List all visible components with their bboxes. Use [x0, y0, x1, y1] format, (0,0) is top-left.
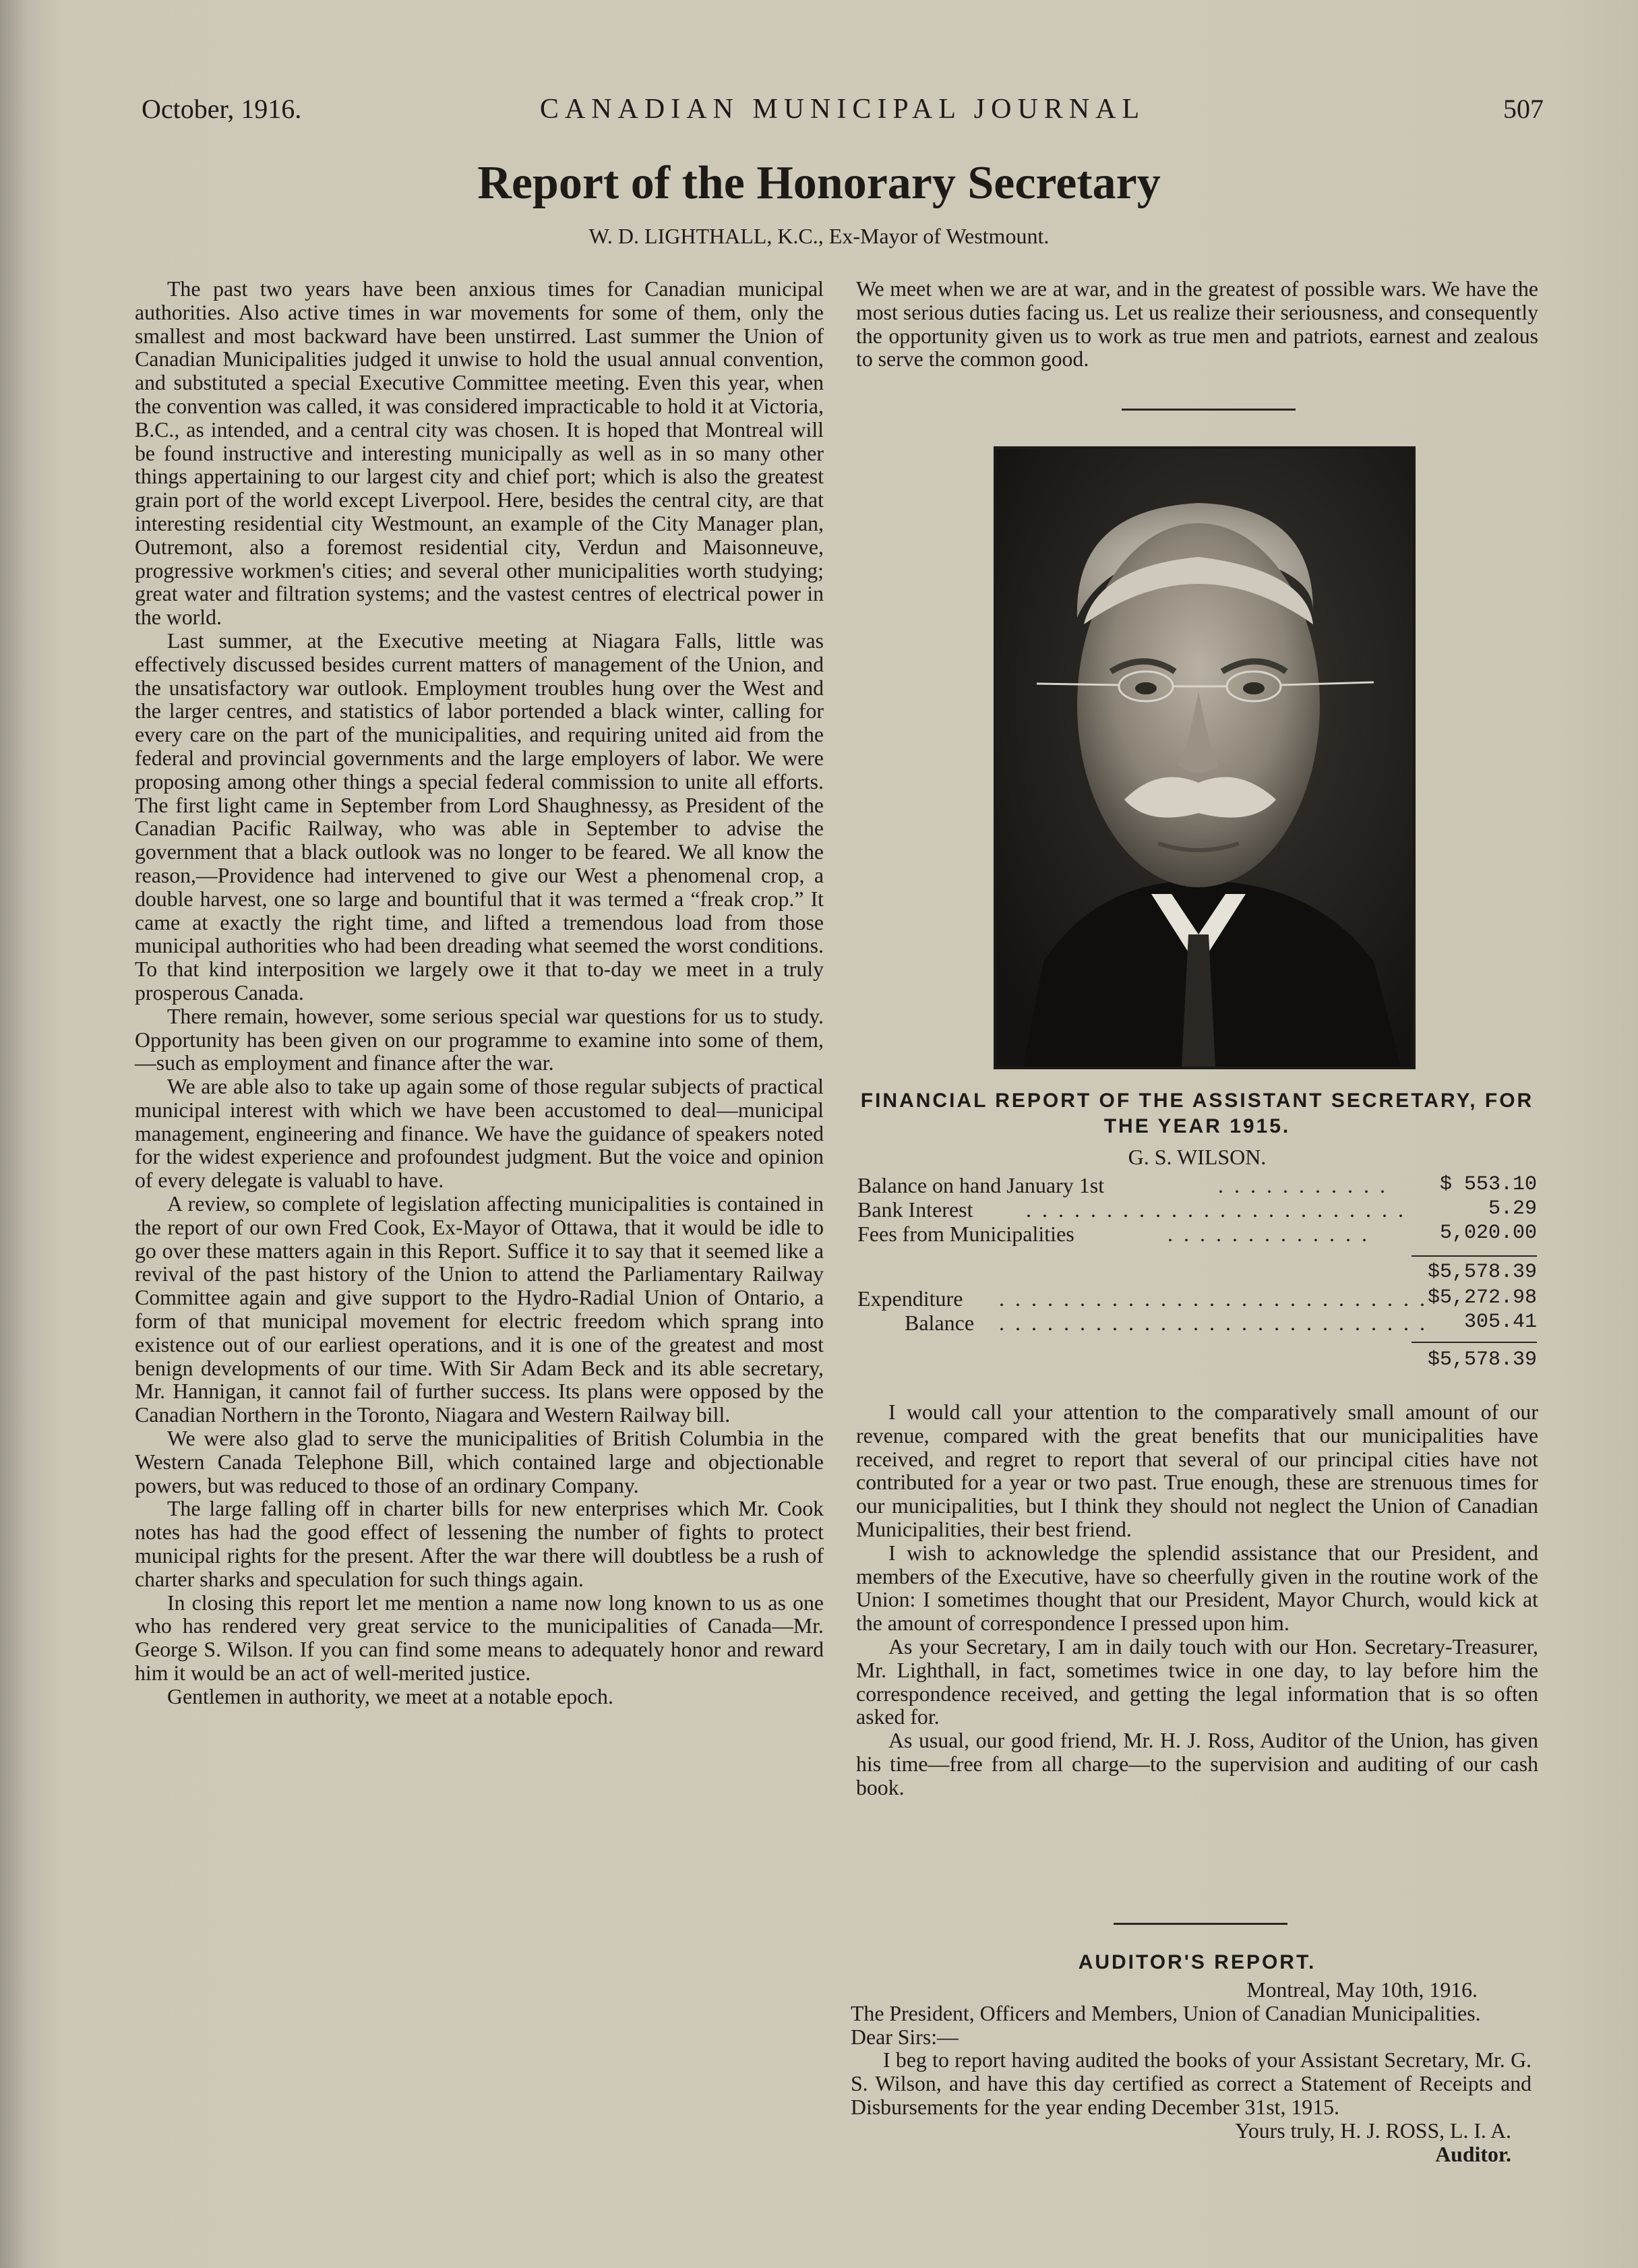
- place-date: Montreal, May 10th, 1916.: [1246, 1978, 1478, 2002]
- page-number: 507: [1503, 94, 1544, 124]
- paragraph: There remain, however, some serious special war questions for us to study. Opportunity has been given on our programme to examine into some of them,—such as employment and finance after the war.: [135, 1004, 824, 1075]
- page-header: [142, 93, 1544, 133]
- paragraph: We meet when we are at war, and in the greatest of possible wars. We have the most serious duties facing us. Let us realize their seriousness, and consequently the opportunity given us to work as true men and patriots, earnest and zealous to serve the common good.: [856, 277, 1538, 371]
- leader-dots: . . . . . . . . . . . . .: [1167, 1222, 1370, 1246]
- sum-rule: [1412, 1342, 1537, 1343]
- financial-table: [857, 1173, 1537, 1371]
- right-column-top: [856, 278, 1538, 371]
- row-amount: 5,020.00: [1439, 1222, 1537, 1245]
- leader-dots: . . . . . . . . . . . . . . . . . . . . . . . .: [1026, 1197, 1406, 1222]
- article-title: Report of the Honorary Secretary: [477, 157, 1161, 209]
- divider: [1114, 1923, 1287, 1925]
- subtotal: $5,578.39: [1427, 1261, 1537, 1284]
- row-label: Expenditure: [857, 1286, 963, 1311]
- financial-report-title: FINANCIAL REPORT OF THE ASSISTANT SECRETARY, FOR THE YEAR 1915.: [860, 1090, 1534, 1137]
- paragraph: We are able also to take up again some of those regular subjects of practical municipal interest with which we have been accustomed to deal—municipal management, engineering and finance. We have the guidance of speakers noted for the widest experience and profoundest judgment. But the voice and opinion of every delegate is valuabl to have.: [135, 1075, 824, 1193]
- closing: Yours truly, H. J. ROSS, L. I. A.: [1235, 2118, 1511, 2143]
- financial-report-name: G. S. WILSON.: [1128, 1145, 1267, 1169]
- leader-dots: . . . . . . . . . . .: [1218, 1173, 1388, 1197]
- paragraph: Last summer, at the Executive meeting at Niagara Falls, little was effectively discussed besides current matters of management of the Union, and the unsatisfactory war outlook. Employment troubles hung over the West and the larger centres, and statistics of labor portended a black winter, calling for every care on the part of the municipalities, and requiring united aid from the federal and provincial governments and the large employers of labor. We were proposing among other things a special federal commission to unite all efforts. The first light came in September from Lord Shaughnessy, as President of the Canadian Pacific Railway, who was able in September to advise the government that a black outlook was no longer to be feared. We all know the reason,—Providence had intervened to give our West a phenomenal crop, a double harvest, one so large and bountiful that it was termed a “freak crop.” It came at exactly the right time, and lifted a tremendous load from those municipal authorities who had been dreading what seemed the worst conditions. To that kind interposition we largely owe it that to-day we meet in a truly prosperous Canada.: [135, 628, 824, 1005]
- total: $5,578.39: [1427, 1348, 1537, 1371]
- portrait-figure: [996, 449, 1413, 1067]
- divider: [1122, 409, 1296, 411]
- sum-rule: [1412, 1255, 1537, 1257]
- right-column-bottom: [856, 1401, 1538, 1800]
- journal-name: CANADIAN MUNICIPAL JOURNAL: [539, 94, 1146, 125]
- row-label: Bank Interest: [857, 1197, 973, 1222]
- paragraph: A review, so complete of legislation affecting municipalities is contained in the report of our own Fred Cook, Ex-Mayor of Ottawa, that it would be idle to go over these matters again in this Report. Suffice it to say that it seemed like a revival of the past history of the Union to attend the Parliamentary Railway Committee again and give support to the Hydro-Radial Union of Ontario, a form of that municipal movement for electric freedom which sprang into existence out of our earliest operations, and it is one of the greatest and most benign developments of our time. With Sir Adam Beck and its able secretary, Mr. Hannigan, it cannot fail of further success. Its plans were opposed by the Canadian Northern in the Toronto, Niagara and Western Railway bill.: [135, 1192, 824, 1427]
- issue-date: October, 1916.: [142, 94, 302, 124]
- paragraph: Gentlemen in authority, we meet at a notable epoch.: [167, 1684, 613, 1708]
- row-amount: 305.41: [1463, 1311, 1537, 1334]
- paragraph: As your Secretary, I am in daily touch with our Hon. Secretary-Treasurer, Mr. Lighthall, in fact, sometimes twice in one day, to lay before him the correspondence received, and getting the legal information that is so often asked for.: [856, 1634, 1538, 1729]
- row-label: Balance on hand January 1st: [857, 1173, 1105, 1197]
- portrait-photo: [994, 446, 1416, 1069]
- auditor-body: I beg to report having audited the books of your Assistant Secretary, Mr. G. S. Wilson, and have this day certified as correct a Statement of Receipts and Disbursements for the year ending December 31st, 1915.: [851, 2048, 1531, 2119]
- row-label: Balance: [905, 1311, 975, 1335]
- paragraph: The past two years have been anxious times for Canadian municipal authorities. Also active times in war movements for some of them, only the smallest and most backward have been unstirred. Last summer the Union of Canadian Municipalities judged it unwise to hold the usual annual convention, and substituted a special Executive Committee meeting. Even this year, when the convention was called, it was considered impracticable to hold it at Victoria, B.C., as intended, and a central city was chosen. It is hoped that Montreal will be found instructive and interesting municipally as well as in so many other things appertaining to our largest city and chief port; which is also the greatest grain port of the world except Liverpool. Here, besides the central city, are that interesting residential city Westmount, an example of the City Manager plan, Outremont, also a foremost residential city, Verdun and Maisonneuve, progressive workmen's cities; and several other municipalities worth studying; great water and filtration systems; and the vastest centres of electrical power in the world.: [135, 277, 824, 630]
- leader-dots: . . . . . . . . . . . . . . . . . . . . . . . . . . .: [999, 1286, 1428, 1311]
- paragraph: In closing this report let me mention a name now long known to us as one who has rendered very great service to the municipalities of Canada—Mr. George S. Wilson. If you can find some means to adequately honor and reward him it would be an act of well-merited justice.: [135, 1590, 824, 1685]
- paragraph: The large falling off in charter bills for new enterprises which Mr. Cook notes has had the good effect of lessening the number of fights to protect municipal rights for the present. After the war there will doubtless be a rush of charter sharks and speculation for such things again.: [135, 1497, 824, 1591]
- auditor-report-title: AUDITOR'S REPORT.: [1078, 1951, 1316, 1973]
- financial-row: [857, 1286, 1537, 1311]
- financial-row: [857, 1222, 1537, 1246]
- row-amount: $5,272.98: [1427, 1286, 1537, 1309]
- row-amount: 5.29: [1488, 1197, 1537, 1220]
- row-label: Fees from Municipalities: [857, 1222, 1074, 1246]
- leader-dots: . . . . . . . . . . . . . . . . . . . . . . . . . . .: [999, 1311, 1428, 1335]
- paragraph: We were also glad to serve the municipalities of British Columbia in the Western Canada Telephone Bill, which contained large and objectionable powers, but was reduced to those of an ordinary Company.: [135, 1427, 824, 1497]
- addressee: The President, Officers and Members, Union of Canadian Municipalities.: [851, 2001, 1481, 2025]
- row-amount: $ 553.10: [1439, 1173, 1537, 1196]
- article-byline: W. D. LIGHTHALL, K.C., Ex-Mayor of Westmount.: [588, 224, 1050, 248]
- financial-row: [857, 1173, 1537, 1197]
- auditor-report: [851, 1979, 1538, 2166]
- signature-title: Auditor.: [1435, 2142, 1511, 2166]
- salutation: Dear Sirs:—: [851, 2025, 959, 2049]
- paragraph: As usual, our good friend, Mr. H. J. Ross, Auditor of the Union, has given his time—free from all charge—to the supervision and auditing of our cash book.: [856, 1729, 1538, 1799]
- financial-row: [857, 1311, 1537, 1335]
- paragraph: I would call your attention to the comparatively small amount of our revenue, compared with the great benefits that our municipalities have received, and regret to report that several of our principal cities have not contributed for a year or two past. True enough, these are strenuous times for our municipalities, but I think they should not neglect the Union of Canadian Municipalities, their best friend.: [856, 1400, 1538, 1541]
- left-column: [135, 278, 824, 1709]
- financial-row: [857, 1197, 1537, 1222]
- paragraph: I wish to acknowledge the splendid assistance that our President, and members of the Executive, have so cheerfully given in the routine work of the Union: I sometimes thought that our President, Mayor Church, would kick at the amount of correspondence I pressed upon him.: [856, 1541, 1538, 1636]
